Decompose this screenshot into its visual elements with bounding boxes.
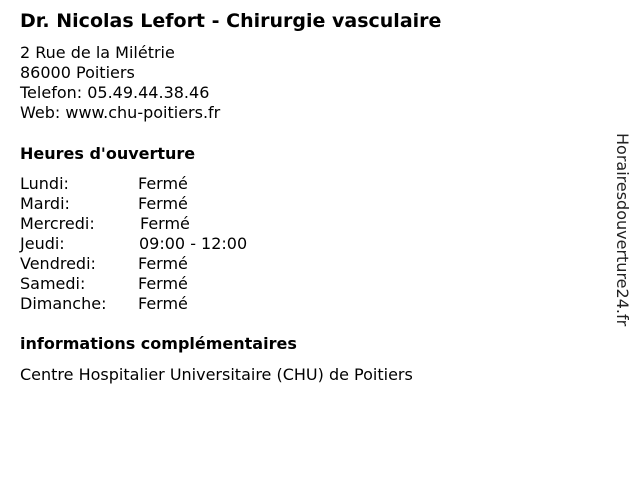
additional-info-text: Centre Hospitalier Universitaire (CHU) de Poitiers <box>20 365 413 384</box>
day-label: Mercredi: <box>20 214 95 233</box>
hours-value: Fermé <box>138 274 188 293</box>
phone-number: Telefon: 05.49.44.38.46 <box>20 83 210 102</box>
additional-info-heading: informations complémentaires <box>20 334 297 353</box>
hours-value: Fermé <box>138 174 188 193</box>
day-label: Lundi: <box>20 174 69 193</box>
opening-hours-heading: Heures d'ouverture <box>20 144 196 163</box>
address-city: 86000 Poitiers <box>20 63 135 82</box>
day-label: Samedi: <box>20 274 86 293</box>
watermark-text: Horairesdouverture24.fr <box>613 133 632 327</box>
day-label: Mardi: <box>20 194 70 213</box>
hours-value: Fermé <box>138 254 188 273</box>
hours-value: 09:00 - 12:00 <box>139 234 248 253</box>
day-label: Dimanche: <box>20 294 107 313</box>
hours-value: Fermé <box>138 294 188 313</box>
hours-value: Fermé <box>138 194 188 213</box>
page-title: Dr. Nicolas Lefort - Chirurgie vasculaire <box>20 10 442 32</box>
hours-value: Fermé <box>140 214 190 233</box>
day-label: Jeudi: <box>20 234 65 253</box>
address-block <box>20 43 220 123</box>
address-street: 2 Rue de la Milétrie <box>20 43 175 62</box>
site-watermark <box>612 133 632 343</box>
website-link: Web: www.chu-poitiers.fr <box>20 103 221 122</box>
day-label: Vendredi: <box>20 254 96 273</box>
